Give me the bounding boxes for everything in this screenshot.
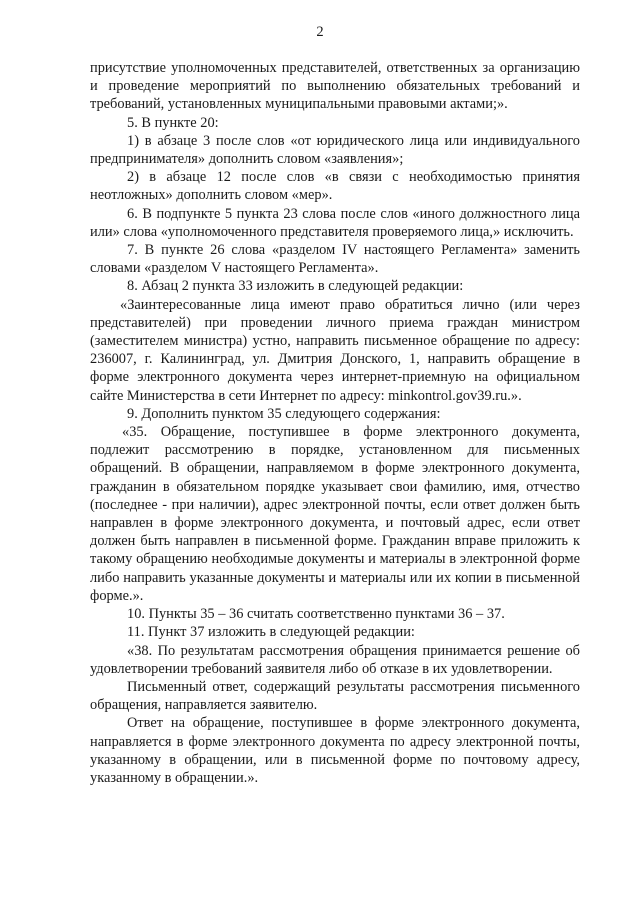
page-number: 2: [316, 24, 324, 40]
paragraph-item-10: 10. Пункты 35 – 36 считать соответственно пунктами 36 – 37.: [127, 606, 505, 623]
paragraph-quote-33: «Заинтересованные лица имеют право обратиться лично (или через представителей) при проведении личного приема граждан министром (заместителем министра) устно, направить письменное обращение по адресу: 236007, г. Калининград, ул. Дмитрия Донского, 1, направить обращение в форме электронного документа через интернет-приемную на официальном сайте Министерства в сети Интернет по адресу: minkontrol.gov39.ru.».: [90, 296, 580, 404]
paragraph-item-9: 9. Дополнить пунктом 35 следующего содержания:: [127, 405, 441, 422]
document-body: [90, 59, 580, 787]
paragraph-item-5-2: 2) в абзаце 12 после слов «в связи с необходимостью принятия неотложных» дополнить словом «мер».: [90, 169, 580, 204]
paragraph-item-6: 6. В подпункте 5 пункта 23 слова после слов «иного должностного лица или» слова «уполномоченного представителя проверяемого лица,» исключить.: [90, 205, 580, 240]
paragraph-item-8: 8. Абзац 2 пункта 33 изложить в следующей редакции:: [127, 278, 464, 295]
paragraph-item-5: 5. В пункте 20:: [127, 114, 219, 131]
paragraph-item-11: 11. Пункт 37 изложить в следующей редакции:: [127, 624, 415, 641]
paragraph-quote-38: «38. По результатам рассмотрения обращения принимается решение об удовлетворении требований заявителя либо об отказе в их удовлетворении.: [90, 642, 580, 677]
paragraph-item-7: 7. В пункте 26 слова «разделом IV настоящего Регламента» заменить словами «разделом V настоящего Регламента».: [90, 242, 580, 277]
paragraph-item-5-1: 1) в абзаце 3 после слов «от юридического лица или индивидуального предпринимателя» дополнить словом «заявления»;: [90, 132, 580, 168]
paragraph-electronic-answer: Ответ на обращение, поступившее в форме электронного документа, направляется в форме электронного документа по адресу электронной почты, указанному в обращении, или в письменной форме по почтовому адресу, указанному в обращении.».: [90, 715, 580, 786]
paragraph-continuation: присутствие уполномоченных представителей, ответственных за организацию и проведение мероприятий по выполнению обязательных требований и требований, установленных муниципальными правовыми актами;».: [90, 60, 580, 113]
paragraph-quote-35: «35. Обращение, поступившее в форме электронного документа, подлежит рассмотрению в порядке, установленном для письменных обращений. В обращении, направляемом в форме электронного документа, гражданин в обязательном порядке указывает свои фамилию, имя, отчество (последнее - при наличии), адрес электронной почты, если ответ должен быть направлен в форме электронного документа, и почтовый адрес, если ответ должен быть направлен в письменной форме. Гражданин вправе приложить к такому обращению необходимые документы и материалы в электронной форме либо направить указанные документы и материалы или их копии в письменной форме.».: [90, 424, 580, 604]
paragraph-written-answer: Письменный ответ, содержащий результаты рассмотрения письменного обращения, направляется заявителю.: [90, 678, 580, 714]
